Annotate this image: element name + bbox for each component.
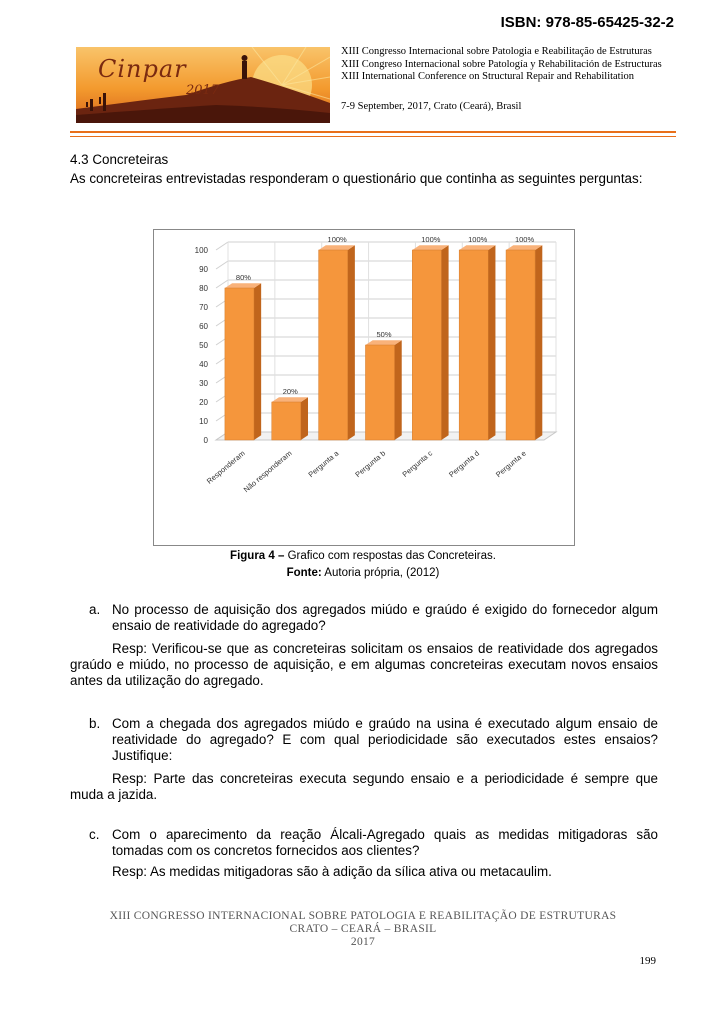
answer-c: Resp: As medidas mitigadoras são à adição da sílica ativa ou metacaulim. [112, 864, 552, 879]
footer-location: CRATO – CEARÁ – BRASIL [289, 923, 437, 935]
chart-canvas [154, 230, 574, 545]
conference-name-es: XIII Congreso Internacional sobre Patología y Rehabilitación de Estructuras [341, 58, 662, 70]
gridline-side [216, 280, 228, 288]
x-tick-label: Responderam [204, 448, 247, 486]
logo-wordmark: Cinpar [98, 55, 187, 83]
y-tick-label: 90 [199, 265, 208, 274]
gridline-side [216, 242, 228, 250]
y-tick-label: 10 [199, 417, 208, 426]
data-label: 20% [282, 387, 298, 397]
bar-side [348, 245, 355, 440]
header-divider [70, 131, 676, 133]
x-tick-label: Pergunta e [493, 448, 528, 480]
question-letter-b: b. [89, 716, 101, 731]
conference-names [341, 46, 662, 84]
caption-label: Figura 4 – [230, 550, 285, 562]
data-label: 80% [235, 273, 251, 283]
data-label: 100% [421, 235, 441, 245]
conference-logo [76, 47, 330, 123]
question-c: Com o aparecimento da reação Álcali-Agregado quais as medidas mitigadoras são tomadas com os concretos fornecidos aos clientes? [112, 827, 658, 858]
x-tick-label: Pergunta c [400, 448, 435, 479]
header-divider-thin [70, 136, 676, 137]
data-label: 100% [468, 235, 488, 245]
footer-year: 2017 [350, 936, 376, 948]
data-label: 100% [327, 235, 347, 245]
x-tick-label: Pergunta a [306, 448, 341, 480]
y-tick-label: 70 [199, 303, 208, 312]
x-tick-label: Pergunta b [353, 448, 388, 480]
y-tick-label: 60 [199, 322, 208, 331]
bar [412, 250, 441, 440]
question-a: No processo de aquisição dos agregados miúdo e graúdo é exigido do fornecedor algum ensaio de reatividade do agregado? [112, 602, 658, 633]
section-intro: As concreteiras entrevistadas responderam o questionário que continha as seguintes perguntas: [70, 171, 643, 186]
bar [272, 402, 301, 440]
y-tick-label: 50 [199, 341, 208, 350]
y-tick-label: 100 [194, 246, 208, 255]
bar [319, 250, 348, 440]
y-tick-label: 0 [203, 436, 208, 445]
section-title: 4.3 Concreteiras [70, 152, 169, 167]
bar-side [254, 283, 261, 440]
bar [225, 288, 254, 440]
conference-name-pt: XIII Congresso Internacional sobre Patologia e Reabilitação de Estruturas [341, 46, 652, 57]
x-tick-label: Pergunta d [447, 448, 481, 480]
answer-b: Resp: Parte das concreteiras executa segundo ensaio e a periodicidade é sempre que muda a jazida. [70, 771, 658, 802]
bar-side [441, 245, 448, 440]
question-b: Com a chegada dos agregados miúdo e graúdo na usina é executado algum ensaio de reatividade do agregado? E com qual periodicidade são executados estes ensaios? Justifique: [112, 716, 658, 763]
bar-chart [153, 229, 575, 546]
data-label: 100% [514, 235, 535, 245]
source-text: Autoria própria, (2012) [321, 567, 440, 579]
answer-a: Resp: Verificou-se que as concreteiras solicitam os ensaios de reatividade dos agregados graúdo e miúdo, no processo de aquisição, e em algumas concreteiras executam novos ensaios antes da utilização do agregado. [70, 641, 658, 688]
conference-name-en: XIII International Conference on Structural Repair and Rehabilitation [341, 71, 635, 82]
bar [506, 250, 535, 440]
y-tick-label: 20 [199, 398, 208, 407]
bar-side [301, 397, 308, 440]
bar-side [535, 245, 542, 440]
x-tick-label: Não responderam [241, 448, 294, 495]
page-footer [70, 910, 656, 949]
page-number: 199 [639, 955, 656, 967]
conference-date: 7-9 September, 2017, Crato (Ceará), Brasil [341, 101, 522, 112]
source-label: Fonte: [286, 567, 322, 579]
question-letter-c: c. [89, 827, 100, 842]
figure-caption [70, 550, 656, 562]
bar [365, 345, 394, 440]
caption-text: Grafico com respostas das Concreteiras. [284, 550, 496, 562]
bar-side [395, 340, 402, 440]
logo-year: 2017 [186, 83, 220, 98]
figure-source [70, 567, 656, 579]
y-tick-label: 40 [199, 360, 208, 369]
y-tick-label: 30 [199, 379, 208, 388]
bar-side [488, 245, 495, 440]
footer-conference: XIII CONGRESSO INTERNACIONAL SOBRE PATOLOGIA E REABILITAÇÃO DE ESTRUTURAS [109, 910, 617, 922]
y-tick-label: 80 [199, 284, 208, 293]
question-letter-a: a. [89, 602, 101, 617]
data-label: 50% [376, 330, 392, 340]
gridline-side [216, 261, 228, 269]
isbn-label: ISBN: 978-85-65425-32-2 [500, 14, 674, 31]
bar [459, 250, 488, 440]
